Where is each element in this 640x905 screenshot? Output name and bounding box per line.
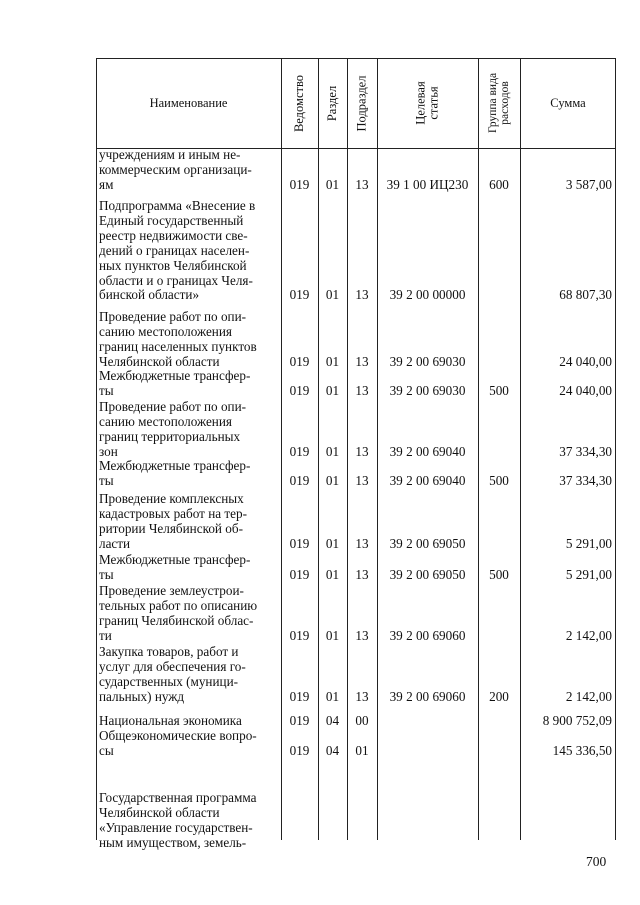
row-target: 39 2 00 69040 [389,443,466,459]
row-group: 600 [489,176,509,192]
row-target: 39 2 00 69050 [389,566,466,582]
row-target: 39 2 00 69050 [389,535,466,551]
row-name-line: Межбюджетные трансфер- [99,368,251,383]
row-subsection: 13 [355,382,369,398]
row-sum: 8 900 752,09 [542,713,612,728]
row-name-line: дений о границах населен- [99,242,250,258]
row-group: 500 [489,566,509,582]
row-subsection: 00 [355,713,369,728]
row-name-line: Челябинской области [99,353,220,369]
row-target: 39 2 00 69060 [389,688,466,704]
row-name [99,729,279,759]
header-target: Целевая статья [413,81,441,125]
row-dept: 019 [289,713,310,728]
row-name [99,714,279,729]
row-name-line: Государственная программа [99,790,257,805]
row-name-line: Проведение работ по опи- [99,399,247,414]
row-target: 39 2 00 69030 [389,353,466,369]
row-section: 01 [325,353,340,369]
row-dept: 019 [289,176,310,192]
row-name-line: Челябинской области [99,804,220,820]
row-section: 01 [325,535,340,551]
row-subsection: 13 [355,535,369,551]
row-name-line: ритории Челябинской об- [99,520,243,536]
row-section: 01 [325,472,340,488]
row-target: 39 2 00 69040 [389,472,466,488]
column-divider [478,58,479,840]
row-name-line: зон [99,443,118,459]
row-section: 04 [325,742,340,758]
row-section: 01 [325,627,340,643]
row-name [99,369,279,399]
row-subsection: 01 [355,742,369,758]
row-sum: 24 040,00 [559,382,612,398]
row-name-line: кадастровых работ на тер- [99,505,248,521]
row-subsection: 13 [355,472,369,488]
border-top [96,58,616,59]
row-dept: 019 [289,627,310,643]
row-subsection: 13 [355,287,369,303]
row-name-line: Закупка товаров, работ и [99,644,239,659]
row-name-line: пальных) нужд [99,688,185,704]
row-name [99,584,279,644]
row-sum: 68 807,30 [559,287,612,303]
row-name-line: ных пунктов Челябинской [99,257,247,273]
budget-table [96,58,616,850]
row-sum: 2 142,00 [565,688,612,704]
row-name-line: Общеэкономические вопро- [99,728,257,743]
row-target: 39 2 00 69030 [389,382,466,398]
header-subsection: Подраздел [354,75,369,131]
row-group: 500 [489,472,509,488]
row-section: 01 [325,443,340,459]
page-number: 700 [586,854,607,869]
row-sum: 37 334,30 [559,472,612,488]
row-dept: 019 [289,382,310,398]
row-name [99,400,279,460]
row-dept: 019 [289,353,310,369]
row-name [99,199,279,303]
row-name-line: границ Челябинской облас- [99,612,254,628]
row-sum: 3 587,00 [565,176,612,192]
row-sum: 5 291,00 [565,566,612,582]
row-name-line: ти [99,627,112,643]
row-name-line: границ территориальных [99,428,241,444]
row-section: 01 [325,566,340,582]
row-name [99,310,279,370]
row-dept: 019 [289,535,310,551]
row-name [99,148,279,193]
row-name-line: реестр недвижимости све- [99,227,248,243]
row-subsection: 13 [355,353,369,369]
row-name-line: области и о границах Челя- [99,272,253,288]
row-name-line: Национальная экономика [99,713,242,728]
header-section: Раздел [325,85,340,121]
row-subsection: 13 [355,566,369,582]
row-name-line: Проведение комплексных [99,491,244,506]
row-section: 01 [325,688,340,704]
row-name [99,459,279,489]
row-name-line: ты [99,472,114,488]
row-name-line: Межбюджетные трансфер- [99,552,251,567]
header-sum: Сумма [550,95,586,110]
row-name-line: Проведение землеустрои- [99,583,244,598]
row-section: 01 [325,176,340,192]
row-name-line: Межбюджетные трансфер- [99,458,251,473]
row-name-line: «Управление государствен- [99,819,253,835]
header-name: Наименование [149,95,228,110]
row-name [99,553,279,583]
border-left [96,58,97,840]
row-name-line: сы [99,742,114,758]
row-name-line: санию местоположения [99,323,232,339]
row-dept: 019 [289,688,310,704]
row-name-line: коммерческим организаци- [99,161,252,177]
row-target: 39 1 00 ИЦ230 [386,176,469,192]
row-target: 39 2 00 69060 [389,627,466,643]
row-section: 01 [325,287,340,303]
row-name-line: учреждениям и иным не- [99,147,241,162]
row-name-line: бинской области» [99,287,200,303]
row-section: 01 [325,382,340,398]
row-name-line: ным имуществом, земель- [99,834,247,850]
row-name-line: сударственных (муници- [99,673,239,689]
row-name-line: Подпрограмма «Внесение в [99,198,256,213]
row-name [99,645,279,705]
header-group: Группа вида расходов [487,72,512,134]
row-name-line: тельных работ по описанию [99,597,258,613]
row-sum: 5 291,00 [565,535,612,551]
row-group: 200 [489,688,509,704]
row-sum: 2 142,00 [565,627,612,643]
row-target: 39 2 00 00000 [389,287,466,303]
row-name-line: ям [99,176,114,192]
row-dept: 019 [289,287,310,303]
row-name [99,492,279,552]
row-sum: 24 040,00 [559,353,612,369]
row-group: 500 [489,382,509,398]
row-sum: 145 336,50 [552,742,612,758]
row-dept: 019 [289,566,310,582]
row-subsection: 13 [355,627,369,643]
border-right [615,58,616,840]
row-sum: 37 334,30 [559,443,612,459]
row-dept: 019 [289,472,310,488]
row-name-line: ты [99,382,114,398]
row-dept: 019 [289,443,310,459]
row-name-line: Единый государственный [99,212,244,228]
row-name-line: Проведение работ по опи- [99,309,247,324]
row-name [99,791,279,851]
row-name-line: санию местоположения [99,413,232,429]
row-subsection: 13 [355,688,369,704]
row-subsection: 13 [355,443,369,459]
row-name-line: ласти [99,535,131,551]
row-name-line: ты [99,566,114,582]
header-dept: Ведомство [292,74,306,132]
row-subsection: 13 [355,176,369,192]
row-dept: 019 [289,742,310,758]
row-section: 04 [325,713,340,728]
row-name-line: услуг для обеспечения го- [99,658,246,674]
row-name-line: границ населенных пунктов [99,338,257,354]
